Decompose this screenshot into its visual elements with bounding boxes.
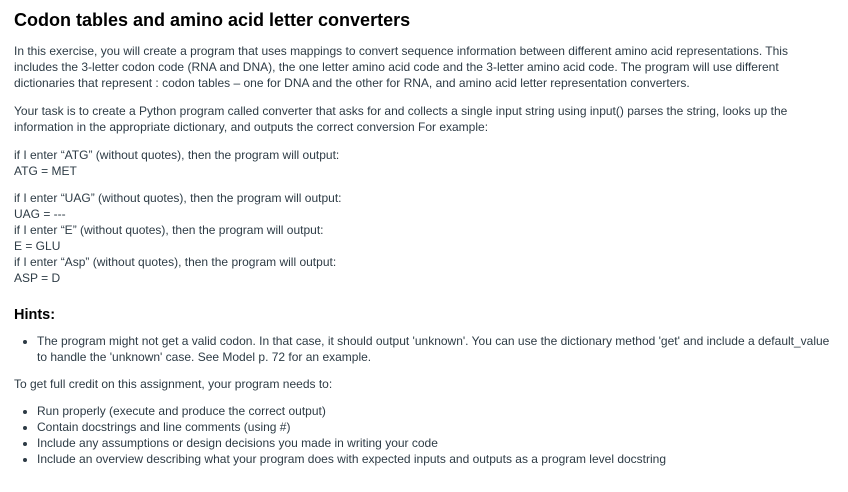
example-atg: [14, 147, 834, 179]
example-output: ASP = D: [14, 271, 61, 285]
hint-item: • The program might not get a valid codon. In that case, it should output 'unknown'. You can use the dictionary method 'get' and include a default_value to handle the 'unknown' case. See Model p. 72 for an example.: [37, 333, 834, 365]
example-prompt: if I enter “E” (without quotes), then the program will output:: [14, 223, 324, 237]
example-group: [14, 190, 834, 286]
credit-intro: To get full credit on this assignment, your program needs to:: [14, 377, 333, 391]
example-output: E = GLU: [14, 239, 61, 253]
requirement-item: • Include an overview describing what your program does with expected inputs and outputs as a program level docstring: [37, 451, 834, 467]
hints-list: [14, 333, 834, 365]
requirements-list: [14, 403, 834, 467]
page-title: Codon tables and amino acid letter converters: [14, 10, 411, 30]
task-paragraph: Your task is to create a Python program called converter that asks for and collects a single input string using input() parses the string, looks up the information in the appropriate dictionary, and outputs the correct conversion For example:: [14, 104, 788, 134]
requirement-item: • Contain docstrings and line comments (using #): [37, 419, 834, 435]
example-output: UAG = ---: [14, 207, 66, 221]
intro-paragraph: In this exercise, you will create a program that uses mappings to convert sequence information between different amino acid representations. This includes the 3-letter codon code (RNA and DNA), the one letter amino acid code and the 3-letter amino acid code. The program will use different dictionaries that represent : codon tables – one for DNA and the other for RNA, and amino acid letter representation converters.: [14, 44, 788, 90]
requirement-item: • Include any assumptions or design decisions you made in writing your code: [37, 435, 834, 451]
example-prompt: if I enter “UAG” (without quotes), then the program will output:: [14, 191, 342, 205]
example-prompt: if I enter “ATG” (without quotes), then the program will output:: [14, 148, 340, 162]
example-output: ATG = MET: [14, 164, 77, 178]
hints-heading: Hints:: [14, 307, 56, 323]
requirement-item: • Run properly (execute and produce the correct output): [37, 403, 834, 419]
example-prompt: if I enter “Asp” (without quotes), then the program will output:: [14, 255, 337, 269]
